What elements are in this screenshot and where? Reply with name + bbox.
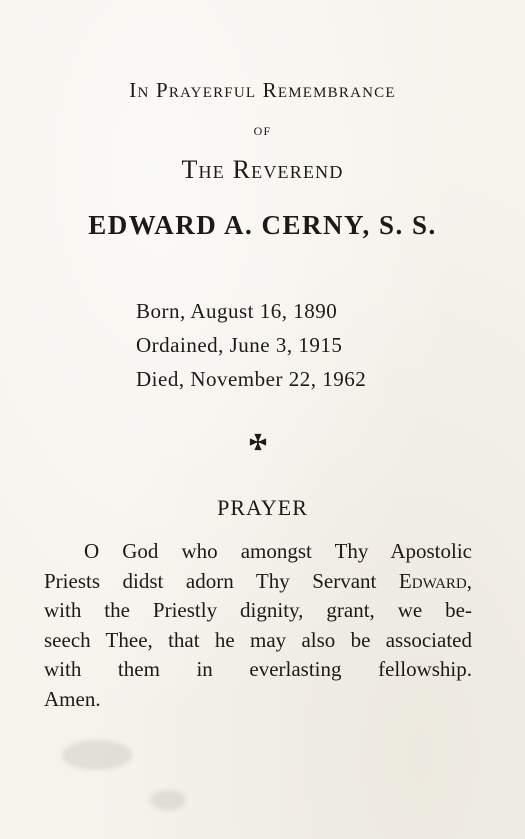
prayer-line xyxy=(44,567,472,597)
dates-block xyxy=(136,294,366,396)
paper-stain xyxy=(62,740,132,770)
death-date: Died, November 22, 1962 xyxy=(136,367,367,391)
paper-stain xyxy=(150,790,186,810)
ordination-date: Ordained, June 3, 1915 xyxy=(136,333,343,357)
birth-date: Born, August 16, 1890 xyxy=(136,299,338,323)
of-text: of xyxy=(253,120,272,139)
prayer-line: with them in everlasting fellowship. xyxy=(44,657,472,681)
prayer-text xyxy=(44,537,472,714)
prayer-line: seech Thee, that he may also be associated xyxy=(44,627,472,652)
prayer-heading: PRAYER xyxy=(217,495,308,520)
prayer-line: Amen. xyxy=(44,686,101,711)
servant-name: Edward, xyxy=(398,568,472,593)
prayer-line: O God who amongst Thy Apostolic xyxy=(84,539,472,563)
reverend-title: The Reverend xyxy=(181,155,344,184)
cross-pattee-icon xyxy=(249,433,267,451)
prayer-line: with the Priestly dignity, grant, we be- xyxy=(44,598,472,622)
prayer-line-text: Priests didst adorn Thy Servant xyxy=(44,568,399,593)
deceased-name: EDWARD A. CERNY, S. S. xyxy=(88,210,437,240)
remembrance-heading: In Prayerful Remembrance xyxy=(129,78,396,102)
